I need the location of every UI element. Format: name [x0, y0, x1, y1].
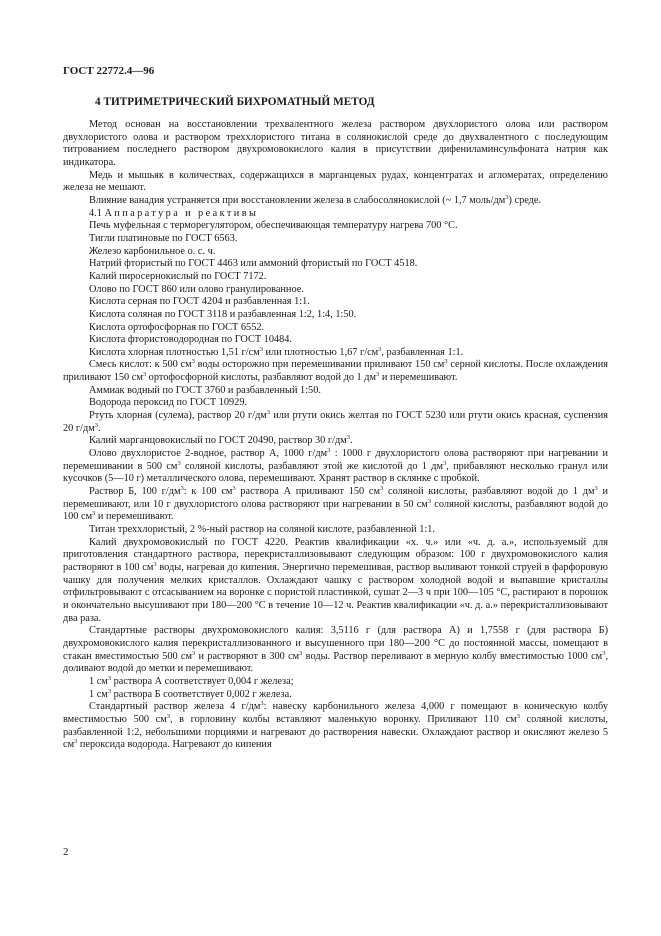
paragraph-tin-solution-a: Олово двухлористое 2-водное, раствор А, 1000 $г/дм^3$ : 1000 г двухлористого олова растворяют при нагревании и перемешивании в 500 $см^3$ соляной кислоты, разбавляют этой же кислотой до 1 $дм^3$, прибавляют несколько гранул или кусочков (5—10 г) металлического олова, перемешивают. Хранят раствор в склянке с пробкой.	[63, 447, 608, 485]
paragraph-mercury: Ртуть хлорная (сулема), раствор 20 $г/дм^3$ или ртути окись желтая по ГОСТ 5230 или ртути окись красная, суспензия 20 $г/дм^3$.	[63, 409, 608, 434]
reagent-item: Железо карбонильное о. с. ч.	[89, 245, 216, 257]
section-title: 4 ТИТРИМЕТРИЧЕСКИЙ БИХРОМАТНЫЙ МЕТОД	[95, 96, 375, 108]
reagent-item: Олово по ГОСТ 860 или олово гранулированное.	[89, 283, 304, 295]
reagent-item: Кислота соляная по ГОСТ 3118 и разбавленная 1:2, 1:4, 1:50.	[89, 308, 357, 320]
reagent-item: Кислота серная по ГОСТ 4204 и разбавленная 1:1.	[89, 296, 310, 308]
reagent-item: Кислота ортофосфорная по ГОСТ 6552.	[89, 321, 265, 333]
reagent-item: Аммиак водный по ГОСТ 3760 и разбавленный 1:50.	[89, 384, 321, 396]
reagent-item: Титан треххлористый, 2 %-ный раствор на соляной кислоте, разбавленной 1:1.	[89, 524, 435, 535]
reagent-item: Кислота хлорная плотностью 1,51 $г/см^3$ или плотностью 1,67 $г/см^3$, разбавленная 1:1.	[89, 345, 464, 358]
reagent-item: Калий марганцовокислый по ГОСТ 20490, раствор 30 $г/дм^3$.	[89, 434, 353, 447]
reagent-item: Водорода пероксид по ГОСТ 10929.	[89, 397, 248, 409]
subsection-apparatus: 4.1 Аппаратура и реактивы	[89, 207, 259, 219]
reagent-item: Тигли платиновые по ГОСТ 6563.	[89, 232, 238, 244]
document-body	[63, 119, 608, 752]
paragraph-solution-b: Раствор Б, 100 $г/дм^3$: к 100 $см^3$ раствора А приливают 150 $см^3$ соляной кислоты, разбавляют водой до 1 $дм^3$ и перемешивают, или 10 г двухлористого олова растворяют при нагревании в 50 $см^3$ соляной кислоты, разбавляют водой до 100 $см^3$ и перемешивают.	[63, 485, 608, 523]
page-number: 2	[63, 846, 69, 858]
document-code: ГОСТ 22772.4—96	[63, 65, 155, 77]
reagent-item: Кислота фтористоводородная по ГОСТ 10484.	[89, 334, 292, 346]
paragraph-acid-mix: Смесь кислот: к 500 $см^3$ воды осторожно при перемешивании приливают 150 $см^3$ серной кислоты. После охлаждения приливают 150 $см^3$ ортофосфорной кислоты, разбавляют водой до 1 $дм^3$ и перемешивают.	[63, 358, 608, 384]
paragraph-iron-standard: Стандартный раствор железа 4 $г/дм^3$: навеску карбонильного железа 4,000 г помещают в коническую колбу вместимостью 500 $см^3$, в горловину колбы вставляют маленькую воронку. Приливают 110 $см^3$ соляной кислоты, разбавленной 1:2, небольшими порциями и нагревают до растворения навески. Охлаждают раствор и окисляют железо 5 $см^3$ пероксида водорода. Нагревают до кипения	[63, 700, 608, 751]
paragraph-copper-arsenic: Медь и мышьяк в количествах, содержащихся в марганцевых рудах, концентратах и агломератах, определению железа не мешают.	[63, 169, 608, 194]
reagent-item: Калий пиросернокислый по ГОСТ 7172.	[89, 270, 267, 282]
equivalence-b: 1 $см^3$ раствора Б соответствует 0,002 г железа.	[89, 687, 292, 700]
paragraph-vanadium: Влияние ванадия устраняется при восстановлении железа в слабосолянокислой (~ 1,7 моль/$дм^3$) среде.	[89, 193, 542, 206]
paragraph-method: Метод основан на восстановлении трехвалентного железа раствором двухлористого олова или раствором двухлористого олова и раствором треххлористого титана в солянокислой среде до двухвалентного с последующим титрованием последнего раствором двухромовокислого калия в присутствии дифениламинсульфоната натрия как индикатора.	[63, 119, 608, 168]
paragraph-dichromate: Калий двухромовокислый по ГОСТ 4220. Реактив квалификации «х. ч.» или «ч. д. а.», используемый для приготовления стандартного раствора, перекристаллизовывают следующим образом: 100 г двухромовокислого калия растворяют в 100 $см^3$ воды, нагревая до кипения. Энергично перемешивая, раствор выливают тонкой струей в фарфоровую чашку для получения мелких кристаллов. Охлаждают чашку с раствором холодной водой и выпавшие кристаллы отфильтровывают с отсасыванием на воронке с пористой пластинкой, сушат 2—3 ч при 100—105 °С, растирают в порошок и окончательно высушивают при 180—200 °С в течение 10—12 ч. Реактив квалификации «ч. д. а.» перекристаллизовывают два раза.	[63, 536, 608, 624]
paragraph-standard-solutions: Стандартные растворы двухромовокислого калия: 3,5116 г (для раствора А) и 1,7558 г (для раствора Б) двухромовокислого калия перекристаллизованного и высушенного при 180—200 °С до постоянной массы, помещают в стакан вместимостью 500 $см^3$ и растворяют в 300 $см^3$ воды. Раствор переливают в мерную колбу вместимостью 1000 $см^3$, доливают водой до метки и перемешивают.	[63, 625, 609, 675]
equivalence-a: 1 $см^3$ раствора А соответствует 0,004 г железа;	[89, 674, 294, 687]
reagent-item: Печь муфельная с терморегулятором, обеспечивающая температуру нагрева 700 °С.	[89, 220, 458, 232]
reagent-item: Натрий фтористый по ГОСТ 4463 или аммоний фтористый по ГОСТ 4518.	[89, 258, 418, 270]
